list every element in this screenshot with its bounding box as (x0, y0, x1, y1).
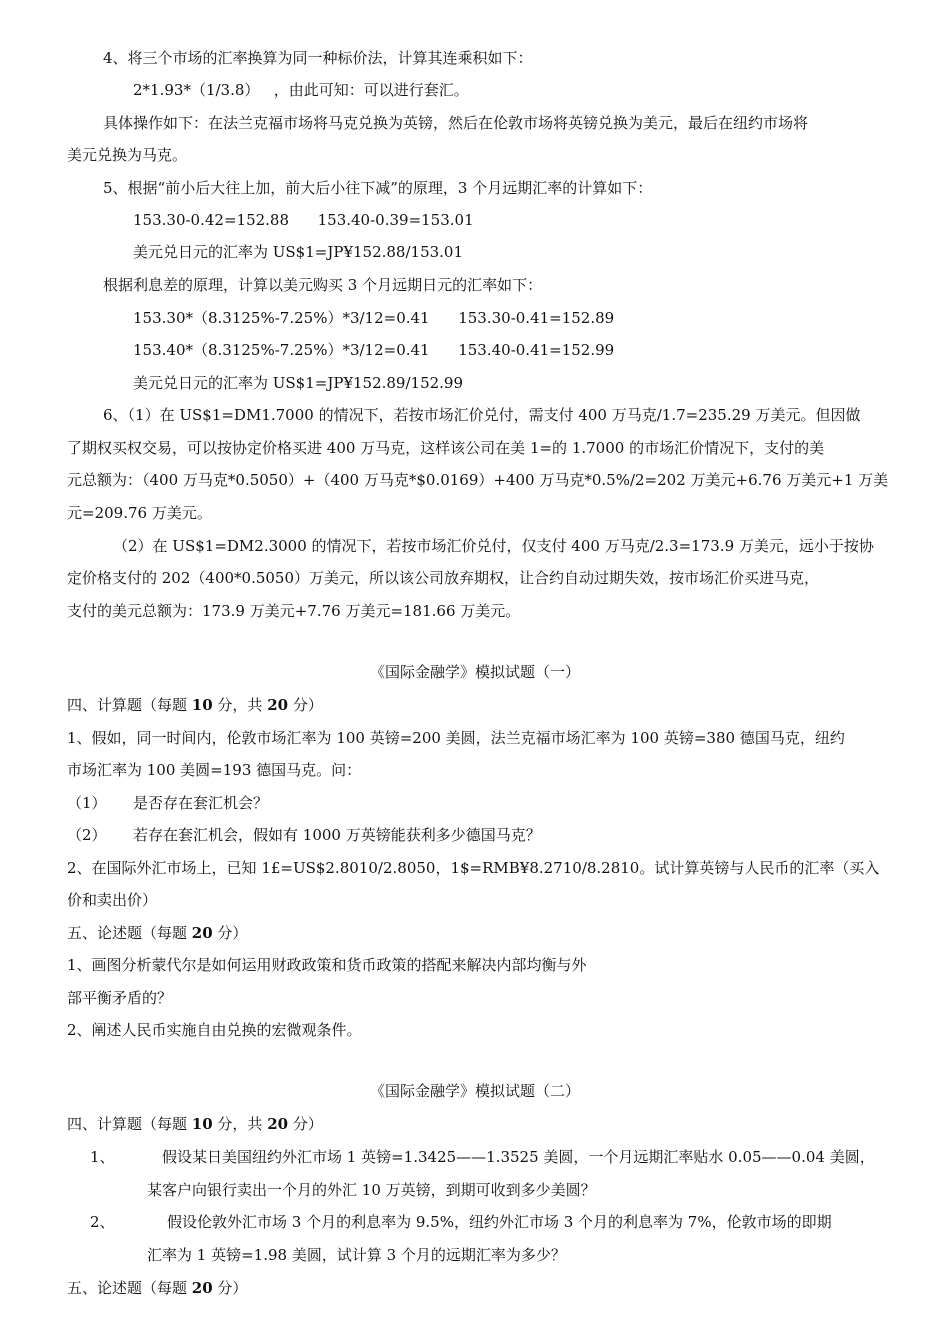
exam1-essay-2: 2、阐述人民币实施自由兑换的宏微观条件。 (67, 1021, 362, 1039)
q5-line-1: 5、根据“前小后大往上加，前大后小往下减”的原理，3 个月远期汇率的计算如下： (103, 179, 653, 197)
exam1-q2-line-1: 2、在国际外汇市场上，已知 1£=US$2.8010/2.8050，1$=RMB¥8.2710/8.2810。试计算英镑与人民币的汇率（买入 (67, 859, 880, 877)
exam1-essay-heading: 五、论述题（每题 20 分） (67, 924, 248, 942)
q5-line-4: 根据利息差的原理，计算以美元购买 3 个月远期日元的汇率如下： (103, 276, 543, 294)
q6-line-6: 定价格支付的 202（400*0.5050）万美元，所以该公司放弃期权，让合约自动过期失效，按市场汇价买进马克， (67, 569, 820, 587)
exam1-q1-line-2: 市场汇率为 100 美圆=193 德国马克。问： (67, 761, 362, 779)
exam1-q1-sub-1-text: 是否存在套汇机会？ (133, 794, 269, 812)
exam1-title: 《国际金融学》模拟试题（一） (369, 663, 580, 681)
exam1-q1-sub-2-number: （2） (67, 826, 107, 844)
q4-line-3: 具体操作如下：在法兰克福市场将马克兑换为英镑，然后在伦敦市场将英镑兑换为美元，最后在纽约市场将 (103, 114, 809, 132)
q4-line-1: 4、将三个市场的汇率换算为同一种标价法，计算其连乘积如下： (103, 49, 533, 67)
q6-line-1: 6、（1）在 US$1=DM1.7000 的情况下，若按市场汇价兑付，需支付 400 万马克/1.7=235.29 万美元。但因做 (103, 406, 861, 424)
q6-line-2: 了期权买权交易，可以按协定价格买进 400 万马克，这样该公司在美 1=的 1.7000 的市场汇价情况下，支付的美 (67, 439, 825, 457)
q5-line-2: 153.30-0.42=152.88 153.40-0.39=153.01 (133, 211, 474, 229)
q5-line-3: 美元兑日元的汇率为 US$1=JP¥152.88/153.01 (133, 243, 464, 261)
q4-line-4: 美元兑换为马克。 (67, 146, 188, 164)
exam2-q2-line-1: 假设伦敦外汇市场 3 个月的利息率为 9.5%，纽约外汇市场 3 个月的利息率为 7%，伦敦市场的即期 (167, 1213, 832, 1231)
exam1-essay-1-line-2: 部平衡矛盾的？ (67, 989, 173, 1007)
exam1-essay-1-line-1: 1、画图分析蒙代尔是如何运用财政政策和货币政策的搭配来解决内部均衡与外 (67, 956, 587, 974)
q4-line-2: 2*1.93*（1/3.8） ，由此可知：可以进行套汇。 (133, 81, 469, 99)
exam2-title: 《国际金融学》模拟试题（二） (369, 1082, 580, 1100)
exam1-q1-sub-1-number: （1） (67, 794, 107, 812)
q5-line-7: 美元兑日元的汇率为 US$1=JP¥152.89/152.99 (133, 374, 464, 392)
exam2-calc-heading: 四、计算题（每题 10 分，共 20 分） (67, 1115, 323, 1133)
q5-line-6: 153.40*（8.3125%-7.25%）*3/12=0.41 153.40-0.41=152.99 (133, 341, 615, 359)
exam1-q1-sub-2-text: 若存在套汇机会，假如有 1000 万英镑能获利多少德国马克？ (133, 826, 541, 844)
q6-line-3: 元总额为：（400 万马克*0.5050）+（400 万马克*$0.0169）+400 万马克*0.5%/2=202 万美元+6.76 万美元+1 万美 (67, 471, 889, 489)
exam1-calc-heading: 四、计算题（每题 10 分，共 20 分） (67, 696, 323, 714)
exam1-q2-line-2: 价和卖出价） (67, 891, 158, 909)
exam2-q2-line-2: 汇率为 1 英镑=1.98 美圆，试计算 3 个月的远期汇率为多少？ (147, 1246, 566, 1264)
exam2-q2-number: 2、 (90, 1213, 115, 1231)
exam2-q1-number: 1、 (90, 1148, 115, 1166)
exam1-q1-line-1: 1、假如，同一时间内，伦敦市场汇率为 100 英镑=200 美圆，法兰克福市场汇率为 100 英镑=380 德国马克，纽约 (67, 729, 845, 747)
exam2-essay-heading: 五、论述题（每题 20 分） (67, 1279, 248, 1297)
q6-line-7: 支付的美元总额为：173.9 万美元+7.76 万美元=181.66 万美元。 (67, 602, 521, 620)
exam2-q1-line-1: 假设某日美国纽约外汇市场 1 英镑=1.3425——1.3525 美圆，一个月远期汇率贴水 0.05——0.04 美圆， (162, 1148, 875, 1166)
exam2-q1-line-2: 某客户向银行卖出一个月的外汇 10 万英镑，到期可收到多少美圆？ (147, 1181, 596, 1199)
q6-line-5: （2）在 US$1=DM2.3000 的情况下，若按市场汇价兑付，仅支付 400 万马克/2.3=173.9 万美元，远小于按协 (113, 537, 874, 555)
q6-line-4: 元=209.76 万美元。 (67, 504, 212, 522)
q5-line-5: 153.30*（8.3125%-7.25%）*3/12=0.41 153.30-0.41=152.89 (133, 309, 615, 327)
